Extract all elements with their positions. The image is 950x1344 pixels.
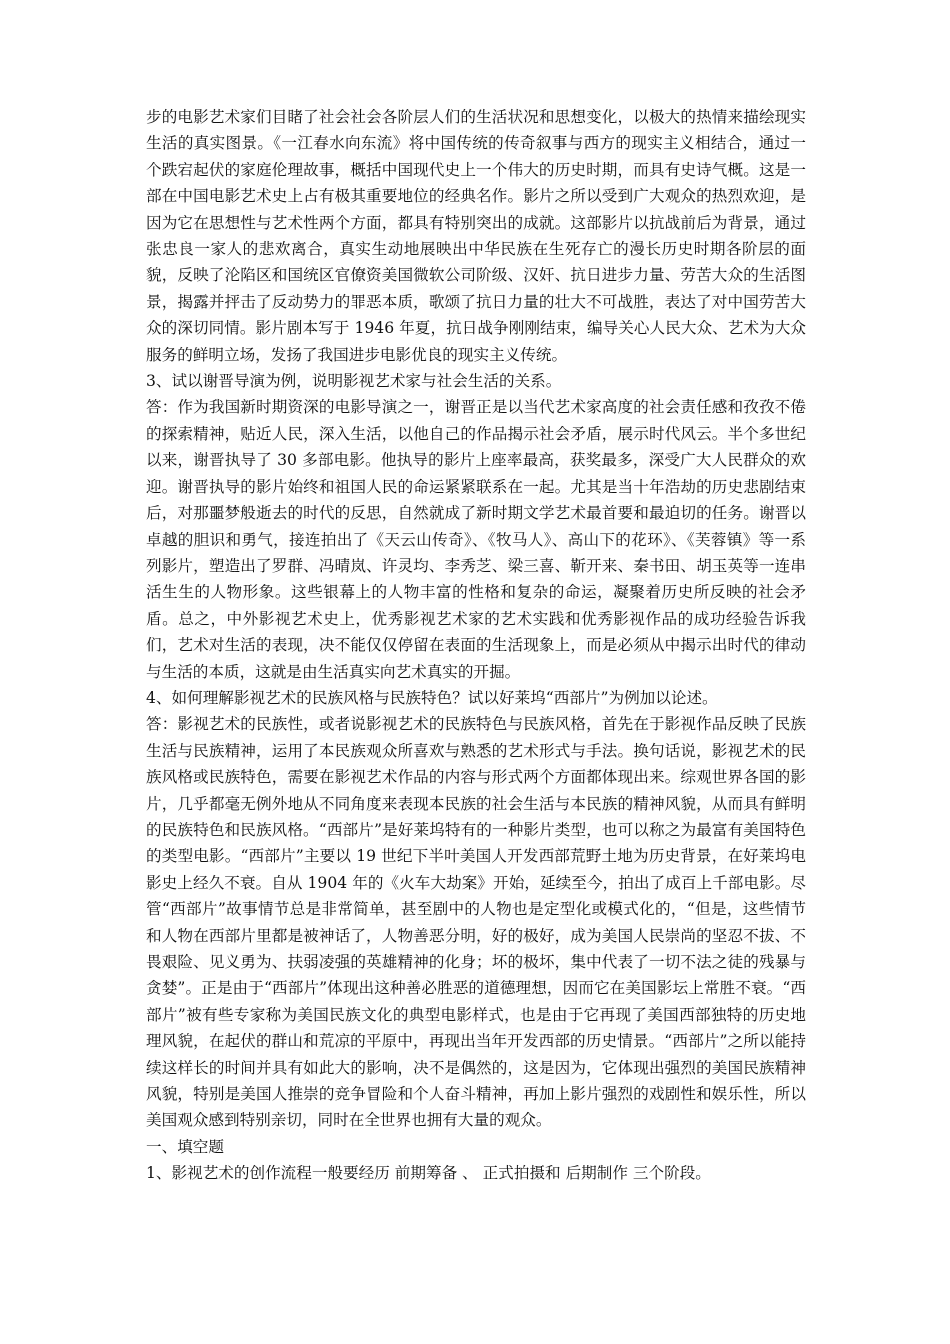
document-page xyxy=(146,104,806,1187)
answer-4: 答：影视艺术的民族性，或者说影视艺术的民族特色与民族风格，首先在于影视作品反映了民族生活与民族精神，运用了本民族观众所喜欢与熟悉的艺术形式与手法。换句话说，影视艺术的民族风格或民族特色，需要在影视艺术作品的内容与形式两个方面都体现出来。综观世界各国的影片，几乎都毫无例外地从不同角度来表现本民族的社会生活与本民族的精神风貌，从而具有鲜明的民族特色和民族风格。“西部片”是好莱坞特有的一种影片类型，也可以称之为最富有美国特色的类型电影。“西部片”主要以 19 世纪下半叶美国人开发西部荒野土地为历史背景，在好莱坞电影史上经久不衰。自从 1904 年的《火车大劫案》开始，延续至今，拍出了成百上千部电影。尽管“西部片”故事情节总是非常简单，甚至剧中的人物也是定型化或模式化的，“但是，这些情节和人物在西部片里都是被神话了，人物善恶分明，好的极好，成为美国人民崇尚的坚忍不拔、不畏艰险、见义勇为、扶弱凌强的英雄精神的化身；坏的极坏，集中代表了一切不法之徒的残暴与贪婪”。正是由于“西部片”体现出这种善必胜恶的道德理想，因而它在美国影坛上常胜不衰。“西部片”被有些专家称为美国民族文化的典型电影样式，也是由于它再现了美国西部独特的历史地理风貌，在起伏的群山和荒凉的平原中，再现出当年开发西部的历史情景。“西部片”之所以能持续这样长的时间并具有如此大的影响，决不是偶然的，这是因为，它体现出强烈的美国民族精神风貌，特别是美国人推崇的竞争冒险和个人奋斗精神，再加上影片强烈的戏剧性和娱乐性，所以美国观众感到特别亲切，同时在全世界也拥有大量的观众。 xyxy=(146,715,806,1130)
fill-in-question-1: 1、影视艺术的创作流程一般要经历 前期筹备 、 正式拍摄和 后期制作 三个阶段。 xyxy=(146,1164,711,1183)
question-3: 3、试以谢晋导演为例，说明影视艺术家与社会生活的关系。 xyxy=(146,372,562,391)
question-4: 4、如何理解影视艺术的民族风格与民族特色？试以好莱坞“西部片”为例加以论述。 xyxy=(146,688,718,707)
section-heading-fill-in: 一、填空题 xyxy=(146,1137,224,1156)
answer-3: 答：作为我国新时期资深的电影导演之一，谢晋正是以当代艺术家高度的社会责任感和孜孜不倦的探索精神，贴近人民，深入生活，以他自己的作品揭示社会矛盾，展示时代风云。半个多世纪以来，谢晋执导了 30 多部电影。他执导的影片上座率最高，获奖最多，深受广大人民群众的欢迎。谢晋执导的影片始终和祖国人民的命运紧紧联系在一起。尤其是当十年浩劫的历史悲剧结束后，对那噩梦般逝去的时代的反思，自然就成了新时期文学艺术最首要和最迫切的任务。谢晋以卓越的胆识和勇气，接连拍出了《天云山传奇》、《牧马人》、高山下的花环》、《芙蓉镇》等一系列影片，塑造出了罗群、冯晴岚、许灵均、李秀芝、梁三喜、靳开来、秦书田、胡玉英等一连串活生生的人物形象。这些银幕上的人物丰富的性格和复杂的命运，凝聚着历史所反映的社会矛盾。总之，中外影视艺术史上，优秀影视艺术家的艺术实践和优秀影视作品的成功经验告诉我们，艺术对生活的表现，决不能仅仅停留在表面的生活现象上，而是必须从中揭示出时代的律动与生活的本质，这就是由生活真实向艺术真实的开掘。 xyxy=(146,398,806,681)
paragraph-film-analysis: 步的电影艺术家们目睹了社会社会各阶层人们的生活状况和思想变化，以极大的热情来描绘现实生活的真实图景。《一江春水向东流》将中国传统的传奇叙事与西方的现实主义相结合，通过一个跌宕起伏的家庭伦理故事，概括中国现代史上一个伟大的历史时期，而具有史诗气概。这是一部在中国电影艺术史上占有极其重要地位的经典名作。影片之所以受到广大观众的热烈欢迎，是因为它在思想性与艺术性两个方面，都具有特别突出的成就。这部影片以抗战前后为背景，通过张忠良一家人的悲欢离合，真实生动地展映出中华民族在生死存亡的漫长历史时期各阶层的面貌，反映了沦陷区和国统区官僚资美国微软公司阶级、汉奸、抗日进步力量、劳苦大众的生活图景，揭露并抨击了反动势力的罪恶本质，歌颂了抗日力量的壮大不可战胜，表达了对中国劳苦大众的深切同情。影片剧本写于 1946 年夏，抗日战争刚刚结束，编导关心人民大众、艺术为大众服务的鲜明立场，发扬了我国进步电影优良的现实主义传统。 xyxy=(146,108,806,364)
